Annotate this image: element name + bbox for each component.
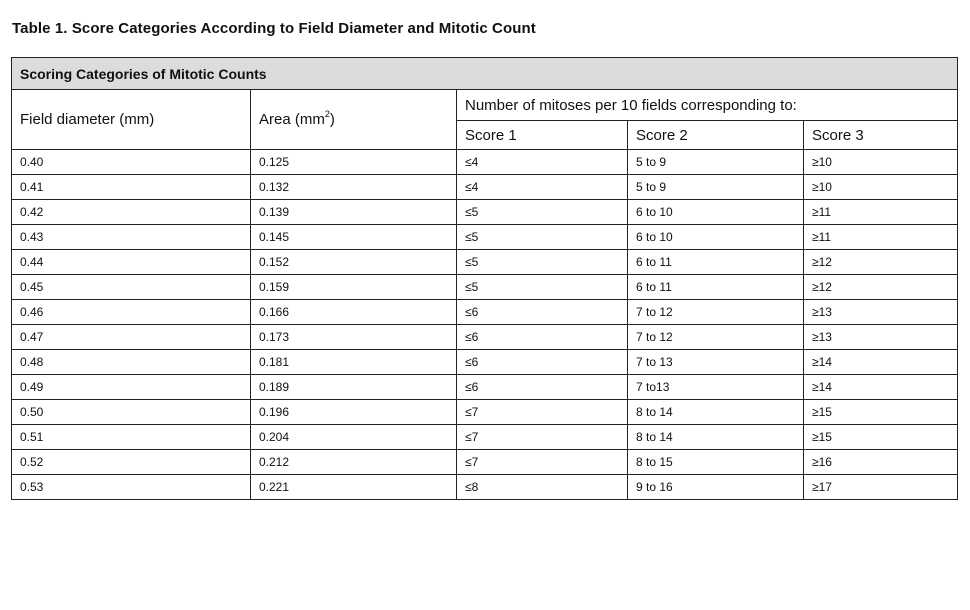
cell-score-2: 6 to 11 bbox=[628, 275, 804, 300]
cell-area: 0.159 bbox=[251, 275, 457, 300]
cell-area: 0.189 bbox=[251, 375, 457, 400]
table-group-header: Scoring Categories of Mitotic Counts bbox=[12, 58, 958, 90]
cell-area: 0.125 bbox=[251, 150, 457, 175]
cell-score-3: ≥10 bbox=[804, 150, 958, 175]
cell-area: 0.166 bbox=[251, 300, 457, 325]
cell-score-1: ≤7 bbox=[457, 400, 628, 425]
cell-score-2: 9 to 16 bbox=[628, 475, 804, 500]
cell-score-2: 5 to 9 bbox=[628, 150, 804, 175]
cell-diameter: 0.42 bbox=[12, 200, 251, 225]
cell-score-1: ≤6 bbox=[457, 300, 628, 325]
table-row bbox=[12, 325, 958, 350]
cell-score-2: 6 to 10 bbox=[628, 225, 804, 250]
table-row bbox=[12, 375, 958, 400]
cell-diameter: 0.52 bbox=[12, 450, 251, 475]
table-row bbox=[12, 475, 958, 500]
cell-score-1: ≤7 bbox=[457, 450, 628, 475]
cell-score-1: ≤4 bbox=[457, 175, 628, 200]
cell-score-2: 5 to 9 bbox=[628, 175, 804, 200]
cell-diameter: 0.48 bbox=[12, 350, 251, 375]
cell-score-3: ≥15 bbox=[804, 400, 958, 425]
table-row bbox=[12, 150, 958, 175]
table-row bbox=[12, 250, 958, 275]
cell-score-3: ≥14 bbox=[804, 375, 958, 400]
column-header-area bbox=[251, 90, 457, 150]
cell-score-2: 7 to13 bbox=[628, 375, 804, 400]
table-row bbox=[12, 275, 958, 300]
cell-score-1: ≤5 bbox=[457, 200, 628, 225]
cell-score-3: ≥11 bbox=[804, 225, 958, 250]
cell-score-3: ≥17 bbox=[804, 475, 958, 500]
cell-diameter: 0.40 bbox=[12, 150, 251, 175]
cell-diameter: 0.41 bbox=[12, 175, 251, 200]
cell-score-2: 6 to 11 bbox=[628, 250, 804, 275]
cell-score-1: ≤8 bbox=[457, 475, 628, 500]
table-row bbox=[12, 400, 958, 425]
cell-diameter: 0.51 bbox=[12, 425, 251, 450]
table-row bbox=[12, 200, 958, 225]
cell-score-2: 7 to 12 bbox=[628, 325, 804, 350]
cell-score-1: ≤6 bbox=[457, 325, 628, 350]
cell-score-2: 8 to 14 bbox=[628, 400, 804, 425]
cell-diameter: 0.53 bbox=[12, 475, 251, 500]
cell-area: 0.145 bbox=[251, 225, 457, 250]
cell-score-1: ≤7 bbox=[457, 425, 628, 450]
cell-area: 0.204 bbox=[251, 425, 457, 450]
cell-score-3: ≥13 bbox=[804, 300, 958, 325]
column-header-area-superscript: 2 bbox=[324, 109, 330, 119]
cell-diameter: 0.45 bbox=[12, 275, 251, 300]
cell-area: 0.221 bbox=[251, 475, 457, 500]
cell-diameter: 0.46 bbox=[12, 300, 251, 325]
cell-diameter: 0.43 bbox=[12, 225, 251, 250]
cell-score-2: 8 to 15 bbox=[628, 450, 804, 475]
column-header-score-1: Score 1 bbox=[457, 121, 628, 150]
table-row bbox=[12, 350, 958, 375]
cell-score-2: 8 to 14 bbox=[628, 425, 804, 450]
column-header-score-2: Score 2 bbox=[628, 121, 804, 150]
score-table bbox=[11, 57, 958, 500]
table-caption-text: Score Categories According to Field Diameter and Mitotic Count bbox=[71, 20, 536, 37]
cell-score-3: ≥12 bbox=[804, 250, 958, 275]
cell-score-3: ≥10 bbox=[804, 175, 958, 200]
cell-score-1: ≤5 bbox=[457, 275, 628, 300]
cell-score-3: ≥13 bbox=[804, 325, 958, 350]
cell-area: 0.139 bbox=[251, 200, 457, 225]
cell-score-1: ≤6 bbox=[457, 375, 628, 400]
table-row bbox=[12, 425, 958, 450]
cell-score-3: ≥14 bbox=[804, 350, 958, 375]
cell-area: 0.132 bbox=[251, 175, 457, 200]
column-header-field-diameter: Field diameter (mm) bbox=[12, 90, 251, 150]
cell-score-3: ≥15 bbox=[804, 425, 958, 450]
cell-score-1: ≤5 bbox=[457, 250, 628, 275]
table-row bbox=[12, 450, 958, 475]
cell-area: 0.181 bbox=[251, 350, 457, 375]
table-row bbox=[12, 175, 958, 200]
cell-score-3: ≥11 bbox=[804, 200, 958, 225]
table-caption-label: Table 1. bbox=[12, 20, 68, 37]
cell-area: 0.173 bbox=[251, 325, 457, 350]
cell-score-1: ≤6 bbox=[457, 350, 628, 375]
column-header-mitoses: Number of mitoses per 10 fields corresponding to: bbox=[457, 90, 958, 121]
cell-score-1: ≤4 bbox=[457, 150, 628, 175]
cell-area: 0.196 bbox=[251, 400, 457, 425]
cell-area: 0.152 bbox=[251, 250, 457, 275]
table-row bbox=[12, 225, 958, 250]
cell-score-3: ≥12 bbox=[804, 275, 958, 300]
cell-diameter: 0.44 bbox=[12, 250, 251, 275]
column-header-area-text: Area (mm bbox=[259, 111, 325, 128]
column-header-area-close: ) bbox=[329, 111, 335, 128]
cell-area: 0.212 bbox=[251, 450, 457, 475]
cell-diameter: 0.47 bbox=[12, 325, 251, 350]
cell-score-2: 7 to 12 bbox=[628, 300, 804, 325]
cell-score-2: 6 to 10 bbox=[628, 200, 804, 225]
cell-diameter: 0.49 bbox=[12, 375, 251, 400]
cell-diameter: 0.50 bbox=[12, 400, 251, 425]
table-row bbox=[12, 300, 958, 325]
cell-score-1: ≤5 bbox=[457, 225, 628, 250]
table-caption bbox=[12, 20, 536, 37]
column-header-score-3: Score 3 bbox=[804, 121, 958, 150]
cell-score-2: 7 to 13 bbox=[628, 350, 804, 375]
cell-score-3: ≥16 bbox=[804, 450, 958, 475]
